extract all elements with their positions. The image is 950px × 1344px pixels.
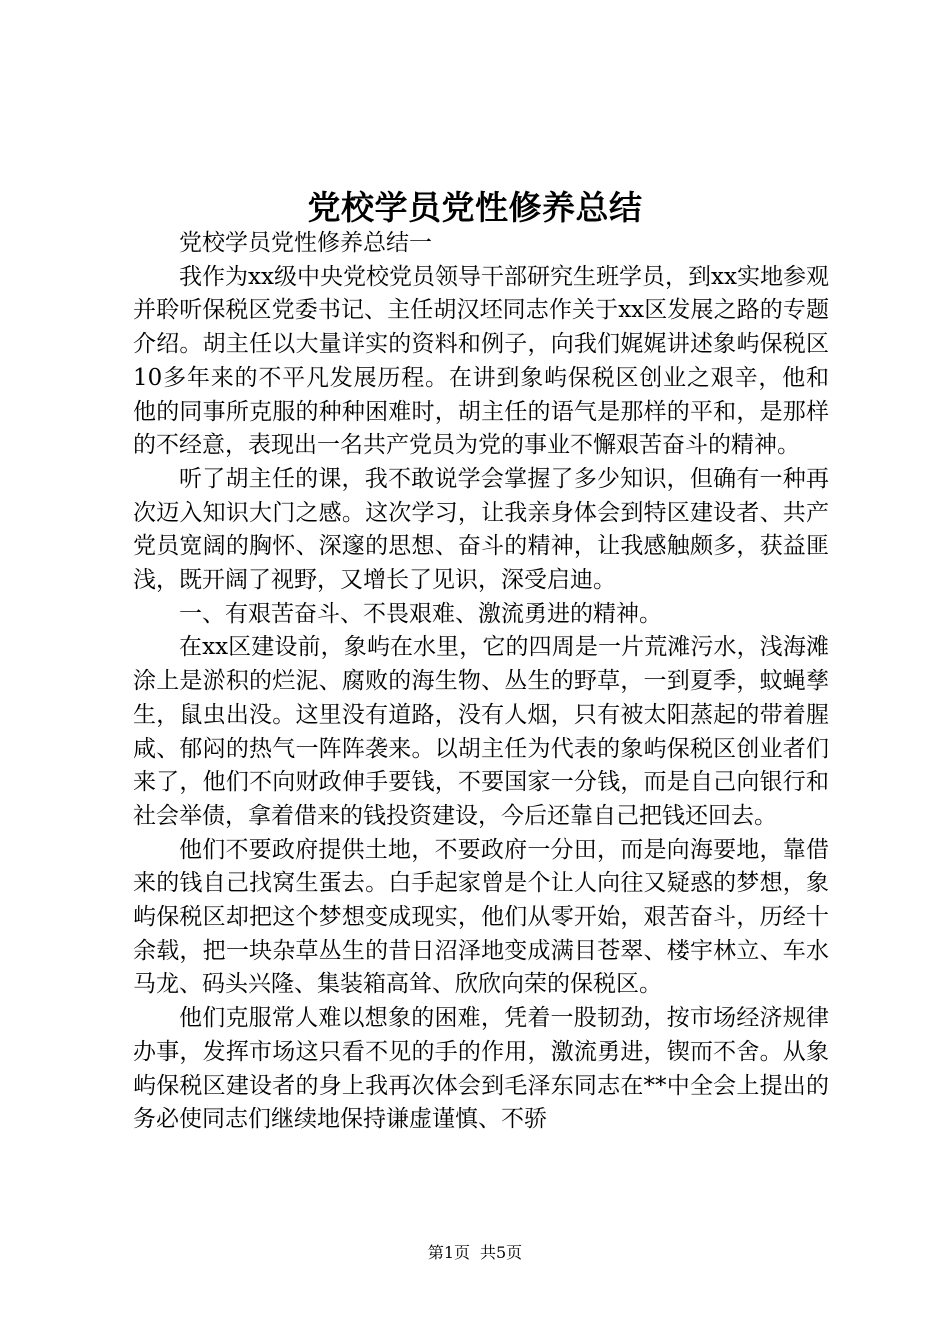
paragraph: 在xx区建设前，象屿在水里，它的四周是一片荒滩污水，浅海滩涂上是淤积的烂泥、腐败的海生物、丛生的野草，一到夏季，蚊蝇孳生，鼠虫出没。这里没有道路，没有人烟，只有被太阳蒸起的带着腥咸、郁闷的热气一阵阵袭来。以胡主任为代表的象屿保税区创业者们来了，他们不向财政伸手要钱，不要国家一分钱，而是自己向银行和社会举债，拿着借来的钱投资建设，今后还靠自己把钱还回去。 bbox=[133, 634, 829, 829]
paragraph: 他们不要政府提供土地，不要政府一分田，而是向海要地，靠借来的钱自己找窝生蛋去。白手起家曾是个让人向往又疑惑的梦想，象屿保税区却把这个梦想变成现实，他们从零开始，艰苦奋斗，历经十余载，把一块杂草丛生的昔日沼泽地变成满目苍翠、楼宇林立、车水马龙、码头兴隆、集装箱高耸、欣欣向荣的保税区。 bbox=[133, 836, 829, 998]
paragraph: 听了胡主任的课，我不敢说学会掌握了多少知识，但确有一种再次迈入知识大门之感。这次学习，让我亲身体会到特区建设者、共产党员宽阔的胸怀、深邃的思想、奋斗的精神，让我感触颇多，获益匪浅，既开阔了视野，又增长了见识，深受启迪。 bbox=[133, 465, 829, 594]
paragraph: 他们克服常人难以想象的困难，凭着一股韧劲，按市场经济规律办事，发挥市场这只看不见的手的作用，激流勇进，锲而不舍。从象屿保税区建设者的身上我再次体会到毛泽东同志在**中全会上提出的务必使同志们继续地保持谦虚谨慎、不骄 bbox=[133, 1005, 829, 1133]
page-total: 共5页 bbox=[480, 1243, 523, 1262]
paragraph: 我作为xx级中央党校党员领导干部研究生班学员，到xx实地参观并聆听保税区党委书记、主任胡汉坯同志作关于xx区发展之路的专题介绍。胡主任以大量详实的资料和例子，向我们娓娓讲述象屿保税区10多年来的不平凡发展历程。在讲到象屿保税区创业之艰辛，他和他的同事所克服的种种困难时，胡主任的语气是那样的平和，是那样的不经意，表现出一名共产党员为党的事业不懈艰苦奋斗的精神。 bbox=[133, 263, 829, 459]
page-number: 第1页 bbox=[427, 1243, 470, 1262]
document-body bbox=[133, 227, 829, 1137]
page-footer bbox=[0, 1241, 950, 1265]
document-title: 党校学员党性修养总结 bbox=[307, 188, 643, 227]
section-heading: 党校学员党性修养总结一 bbox=[179, 230, 432, 256]
subheading: 一、有艰苦奋斗、不畏艰难、激流勇进的精神。 bbox=[179, 600, 662, 627]
